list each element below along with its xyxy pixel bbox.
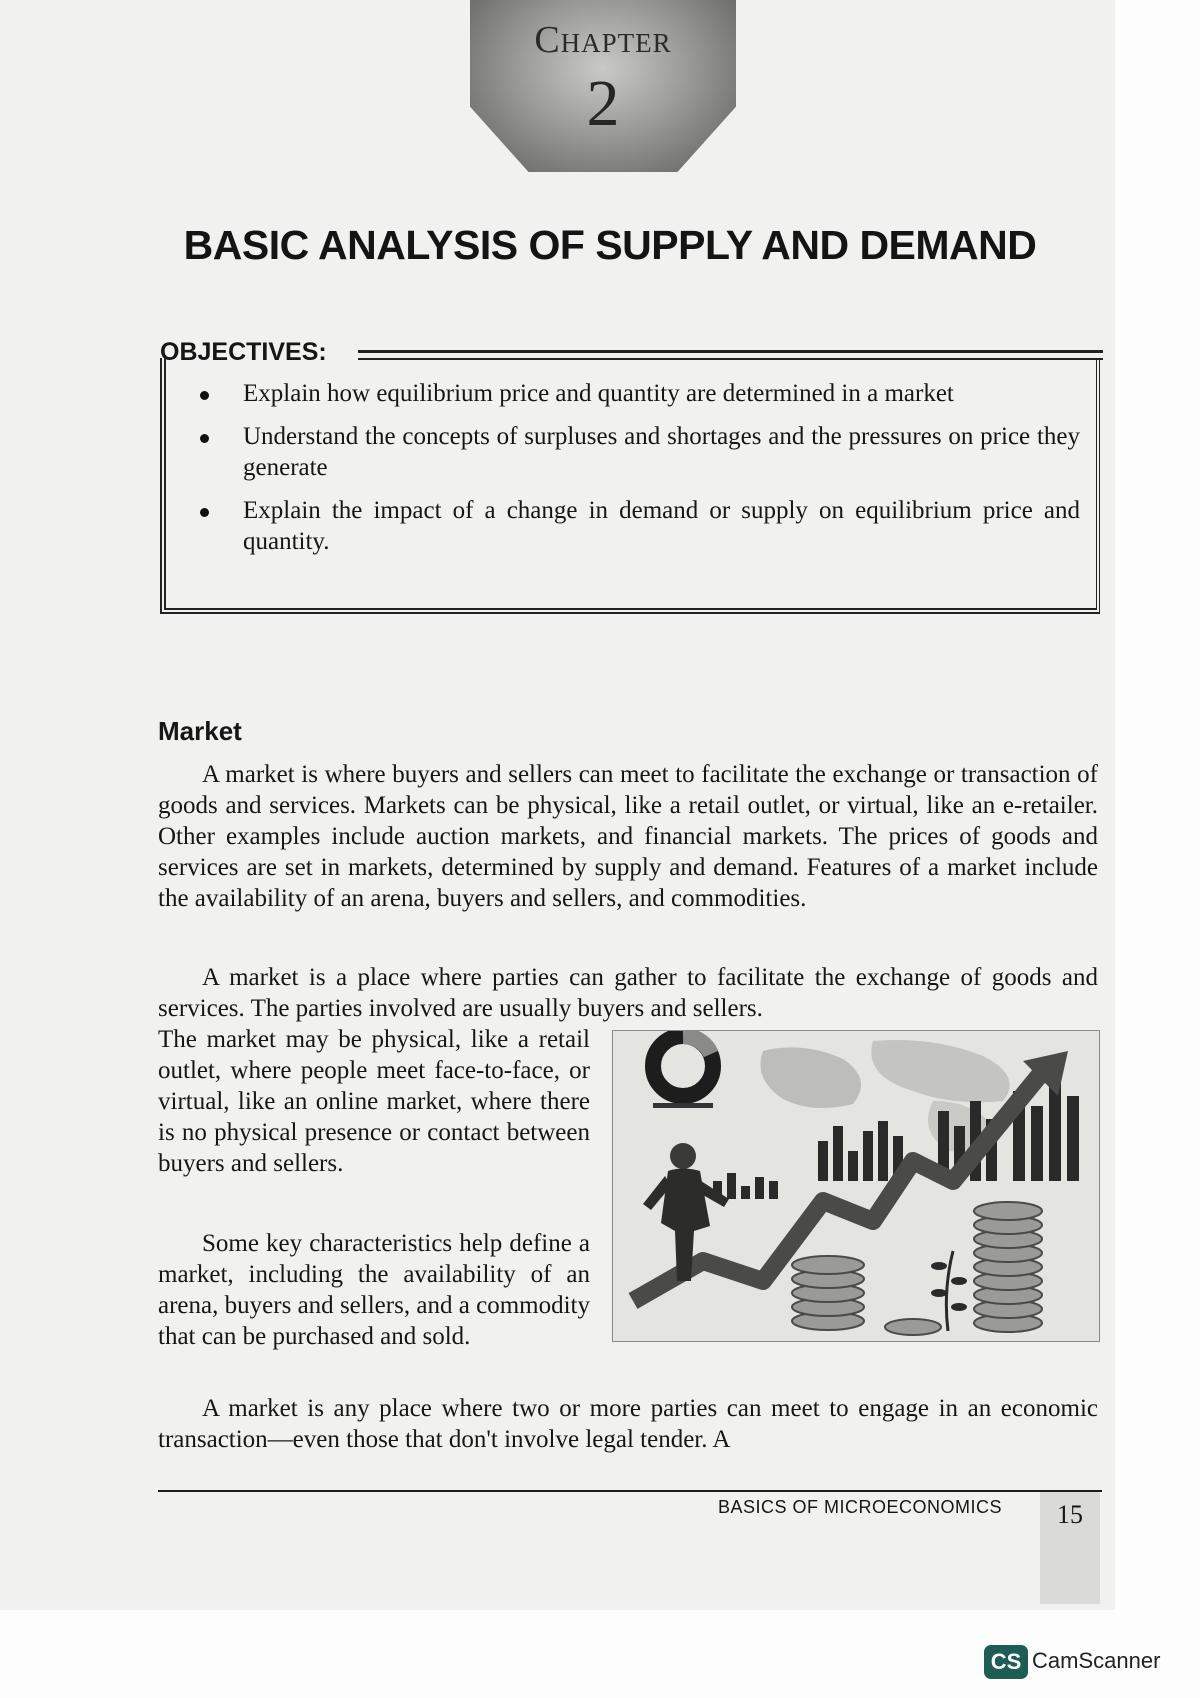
objective-item bbox=[190, 421, 1080, 483]
body-paragraph: Some key characteristics help define a market, including the availability of an arena, buyers and sellers, and a commodity that can be purchased and sold. bbox=[158, 1230, 590, 1350]
camscanner-watermark: CamScanner bbox=[1032, 1648, 1161, 1673]
chapter-number: 2 bbox=[586, 67, 620, 140]
objective-text: Explain how equilibrium price and quantity are determined in a market bbox=[243, 380, 954, 407]
body-paragraph: A market is where buyers and sellers can meet to facilitate the exchange or transaction of goods and services. Markets can be physical, like a retail outlet, or virtual, like an e-retailer. Other examples include auction markets, and financial markets. The prices of goods and services are set in markets, determined by supply and demand. Features of a market include the availability of an arena, buyers and sellers, and commodities. bbox=[158, 761, 1098, 912]
footer-rule bbox=[158, 1490, 1102, 1492]
page-number-tab bbox=[1040, 1492, 1100, 1604]
body-paragraph: A market is any place where two or more parties can meet to engage in an economic transaction—even those that don't involve legal tender. A bbox=[158, 1395, 1098, 1453]
camscanner-logo-icon: CS bbox=[984, 1645, 1028, 1679]
market-growth-illustration bbox=[612, 1030, 1100, 1342]
objective-item bbox=[190, 495, 1080, 557]
bullet-icon bbox=[200, 508, 209, 517]
bullet-icon bbox=[200, 391, 209, 400]
objective-text: Understand the concepts of surpluses and shortages and the pressures on price they generate bbox=[243, 423, 1080, 481]
body-paragraph: A market is a place where parties can gather to facilitate the exchange of goods and services. The parties involved are usually buyers and sellers. bbox=[158, 964, 1098, 1022]
page-number: 15 bbox=[1057, 1500, 1083, 1529]
objectives-heading: OBJECTIVES: bbox=[160, 338, 327, 366]
illustration-graphic bbox=[613, 1031, 1099, 1341]
body-paragraph: The market may be physical, like a retail outlet, where people meet face-to-face, or virtual, like an online market, where there is no physical presence or contact between buyers and sellers. bbox=[158, 1026, 590, 1177]
footer-book-title: BASICS OF MICROECONOMICS bbox=[718, 1497, 1003, 1517]
section-heading: Market bbox=[158, 716, 242, 746]
chapter-label: Chapter bbox=[534, 19, 672, 61]
page-title: BASIC ANALYSIS OF SUPPLY AND DEMAND bbox=[183, 222, 1037, 268]
objective-item bbox=[190, 378, 1080, 409]
bullet-icon bbox=[200, 434, 209, 443]
objective-text: Explain the impact of a change in demand or supply on equilibrium price and quantity. bbox=[243, 497, 1080, 555]
objectives-list bbox=[190, 378, 1080, 569]
scan-margin-right bbox=[1115, 0, 1200, 1698]
